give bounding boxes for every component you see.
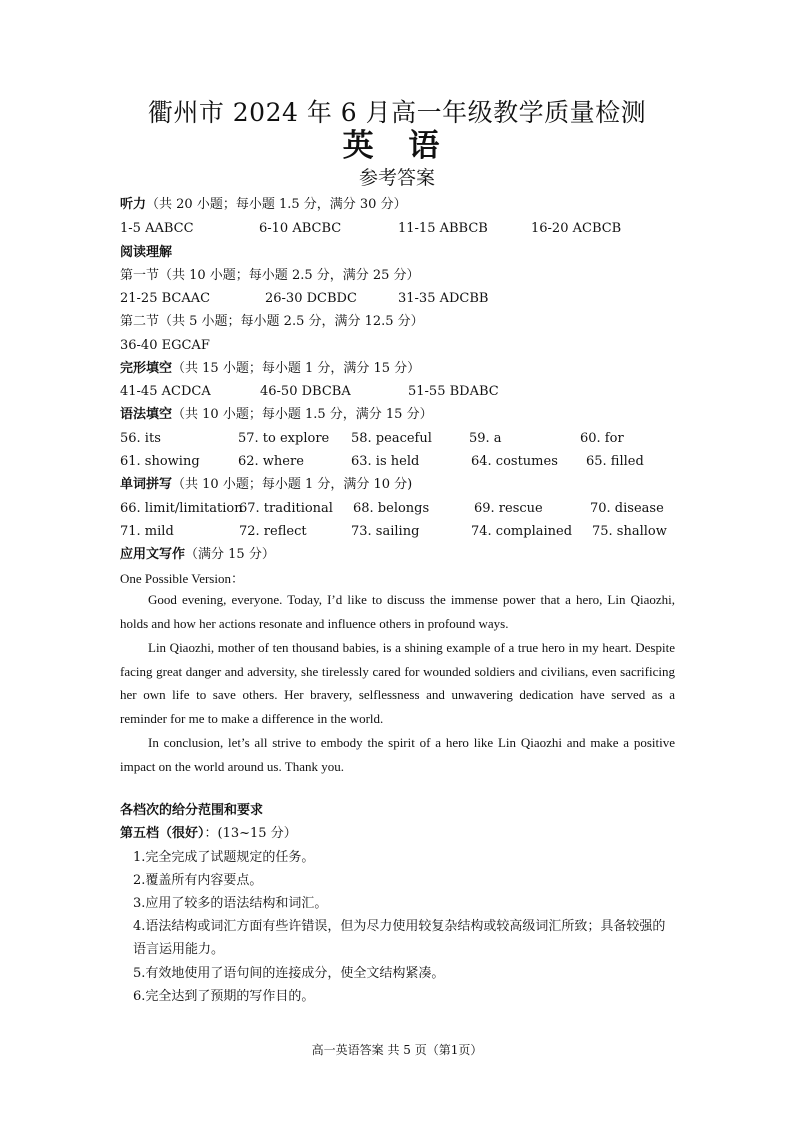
listening-answer: 16-20 ACBCB [531, 221, 622, 236]
spelling-answer: 73. sailing [351, 524, 420, 539]
spelling-heading [120, 476, 412, 494]
writing-head: 应用文写作 [120, 547, 186, 562]
reading-answer: 21-25 BCAAC [120, 291, 211, 306]
grammar-answer: 58. peaceful [351, 431, 432, 446]
listening-note: （共 20 小题；每小题 1.5 分，满分 30 分） [146, 197, 407, 212]
cloze-head: 完形填空 [120, 361, 173, 376]
spelling-answer: 74. complained [471, 524, 573, 539]
listening-head: 听力 [120, 197, 147, 212]
requirement-item: 4.语法结构或词汇方面有些许错误，但为尽力使用较复杂结构或较高级词汇所致；具备较强的语言运用能力。 [133, 919, 666, 957]
requirement-item: 5.有效地使用了语句间的连接成分，使全文结构紧凑。 [133, 966, 445, 981]
grammar-answer: 59. a [469, 431, 502, 446]
level-range: ：(13~15 分） [204, 826, 297, 841]
grammar-note: （共 10 小题；每小题 1.5 分，满分 15 分） [172, 407, 433, 422]
requirement-item: 2.覆盖所有内容要点。 [133, 873, 263, 888]
spelling-answer: 67. traditional [239, 501, 333, 516]
spelling-answer: 70. disease [590, 501, 664, 516]
spelling-answer: 75. shallow [592, 524, 667, 539]
spelling-answer: 68. belongs [353, 501, 430, 516]
listening-answer: 1-5 AABCC [120, 221, 194, 236]
cloze-heading [120, 360, 420, 378]
listening-answer: 6-10 ABCBC [259, 221, 342, 236]
reading-part2-note: 第二节（共 5 小题；每小题 2.5 分，满分 12.5 分） [120, 314, 424, 329]
spelling-head: 单词拼写 [120, 477, 173, 492]
scoring-head: 各档次的给分范围和要求 [120, 803, 264, 818]
cloze-answer: 51-55 BDABC [408, 384, 499, 399]
reading-answer: 36-40 EGCAF [120, 338, 210, 353]
spelling-answer: 71. mild [120, 524, 174, 539]
grammar-answer: 62. where [238, 454, 304, 469]
essay-paragraph: In conclusion, let’s all strive to embody the spirit of a hero like Lin Qiaozhi and make a positive impact on the world around us. Thank you. [120, 735, 675, 774]
essay-paragraph: Good evening, everyone. Today, I’d like to discuss the immense power that a hero, Lin Qiaozhi, holds and how her actions resonate and influence others in profound ways. [120, 592, 675, 631]
reading-answer: 26-30 DCBDC [265, 291, 357, 306]
grammar-answer: 65. filled [586, 454, 644, 469]
level-heading [120, 825, 297, 843]
grammar-answer: 60. for [580, 431, 624, 446]
grammar-answer: 56. its [120, 431, 161, 446]
cloze-answer: 46-50 DBCBA [260, 384, 351, 399]
reading-part1-note: 第一节（共 10 小题；每小题 2.5 分，满分 25 分） [120, 268, 420, 283]
version-label: One Possible Version： [120, 571, 244, 586]
requirement-item: 1.完全完成了试题规定的任务。 [133, 850, 315, 865]
cloze-answer: 41-45 ACDCA [120, 384, 211, 399]
grammar-answer: 57. to explore [238, 431, 330, 446]
cloze-note: （共 15 小题；每小题 1 分，满分 15 分） [172, 361, 421, 376]
exam-title: 衢州市 2024 年 6 月高一年级教学质量检测 [147, 98, 647, 127]
spelling-answer: 66. limit/limitation [120, 501, 243, 516]
writing-heading [120, 546, 275, 564]
writing-note: （满分 15 分） [185, 547, 275, 562]
grammar-answer: 64. costumes [471, 454, 558, 469]
requirement-item: 6.完全达到了预期的写作目的。 [133, 989, 315, 1004]
grammar-answer: 61. showing [120, 454, 200, 469]
reading-head: 阅读理解 [120, 245, 173, 260]
spelling-answer: 69. rescue [474, 501, 543, 516]
grammar-answer: 63. is held [351, 454, 420, 469]
subject-title: 英 语 [342, 128, 452, 164]
grammar-heading [120, 406, 433, 424]
listening-answer: 11-15 ABBCB [398, 221, 488, 236]
essay-paragraph: Lin Qiaozhi, mother of ten thousand babies, is a shining example of a true hero in my heart. Despite facing great danger and adversity, she tirelessly cared for wounded soldiers and civilians, even sacrificing her own life to save others. Her bravery, selflessness and unwavering dedication have served as a reminder for me to make a difference in the world. [120, 640, 675, 726]
answer-key-title: 参考答案 [358, 167, 435, 189]
grammar-head: 语法填空 [120, 407, 173, 422]
spelling-note: （共 10 小题；每小题 1 分，满分 10 分) [172, 477, 413, 492]
spelling-answer: 72. reflect [239, 524, 307, 539]
listening-heading [120, 196, 407, 214]
reading-answer: 31-35 ADCBB [398, 291, 489, 306]
requirement-item: 3.应用了较多的语法结构和词汇。 [133, 896, 328, 911]
page-footer: 高一英语答案 共 5 页（第1页） [311, 1043, 483, 1057]
level-head: 第五档（很好） [120, 826, 205, 841]
